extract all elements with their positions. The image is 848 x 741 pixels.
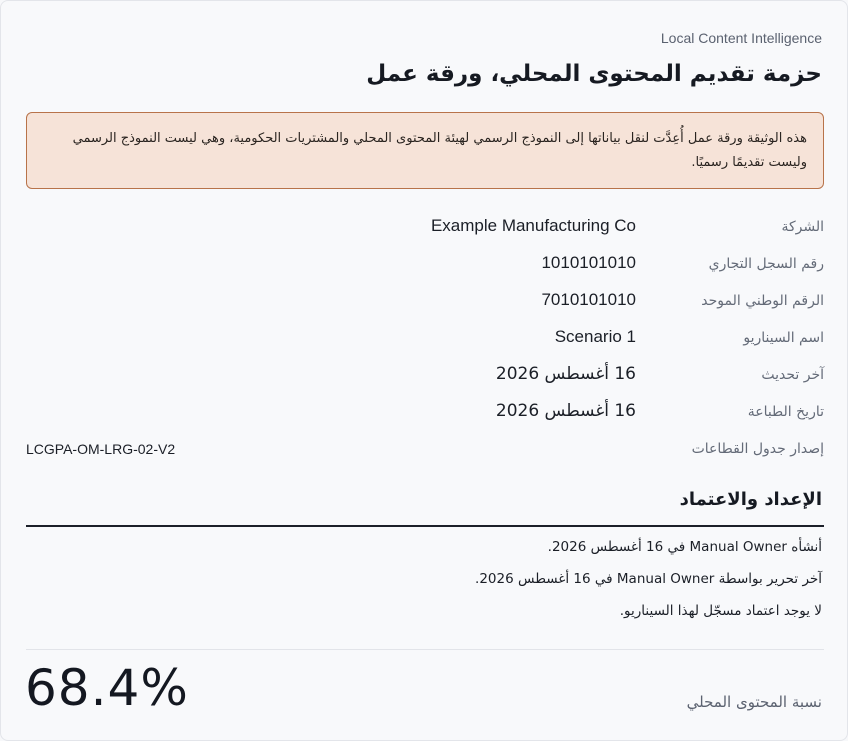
page-title: حزمة تقديم المحتوى المحلي، ورقة عمل <box>366 61 822 87</box>
metadata-list <box>1 211 848 470</box>
company-label: الشركة <box>781 219 824 235</box>
preparation-section-title: الإعداد والاعتماد <box>679 489 822 510</box>
scenario-value: Scenario 1 <box>554 327 636 346</box>
summary-divider <box>26 649 824 650</box>
edited-line: آخر تحرير بواسطة Manual Owner في 16 أغسطس 2026. <box>475 571 822 587</box>
company-value: Example Manufacturing Co <box>430 216 636 235</box>
meta-row-cr <box>1 248 848 285</box>
version-value: LCGPA-OM-LRG-02-V2 <box>26 441 176 457</box>
cr-label: رقم السجل التجاري <box>708 256 824 272</box>
updated-value: 16 أغسطس 2026 <box>495 364 636 384</box>
created-line: أنشأه Manual Owner في 16 أغسطس 2026. <box>547 539 822 555</box>
app-eyebrow: Local Content Intelligence <box>660 30 822 46</box>
unified-number-label: الرقم الوطني الموحد <box>701 293 824 309</box>
meta-row-printed <box>1 396 848 433</box>
updated-label: آخر تحديث <box>761 367 824 383</box>
meta-row-version <box>1 433 848 470</box>
printed-label: تاريخ الطباعة <box>747 404 824 420</box>
meta-row-unified <box>1 285 848 322</box>
scenario-label: اسم السيناريو <box>743 330 824 346</box>
section-divider <box>26 525 824 527</box>
local-content-label: نسبة المحتوى المحلي <box>686 693 822 711</box>
worksheet-notice: هذه الوثيقة ورقة عمل أُعِدَّت لنقل بياناتها إلى النموذج الرسمي لهيئة المحتوى المحلي والمشتريات الحكومية، وهي ليست النموذج الرسمي وليست تقديمًا رسميًا. <box>26 112 824 189</box>
cr-value: 1010101010 <box>541 253 636 272</box>
local-content-percentage: 68.4% <box>25 659 189 717</box>
meta-row-company <box>1 211 848 248</box>
meta-row-updated <box>1 359 848 396</box>
version-label: إصدار جدول القطاعات <box>691 441 824 457</box>
approval-line: لا يوجد اعتماد مسجّل لهذا السيناريو. <box>619 603 822 619</box>
meta-row-scenario <box>1 322 848 359</box>
unified-number-value: 7010101010 <box>541 290 636 309</box>
printed-value: 16 أغسطس 2026 <box>495 401 636 421</box>
